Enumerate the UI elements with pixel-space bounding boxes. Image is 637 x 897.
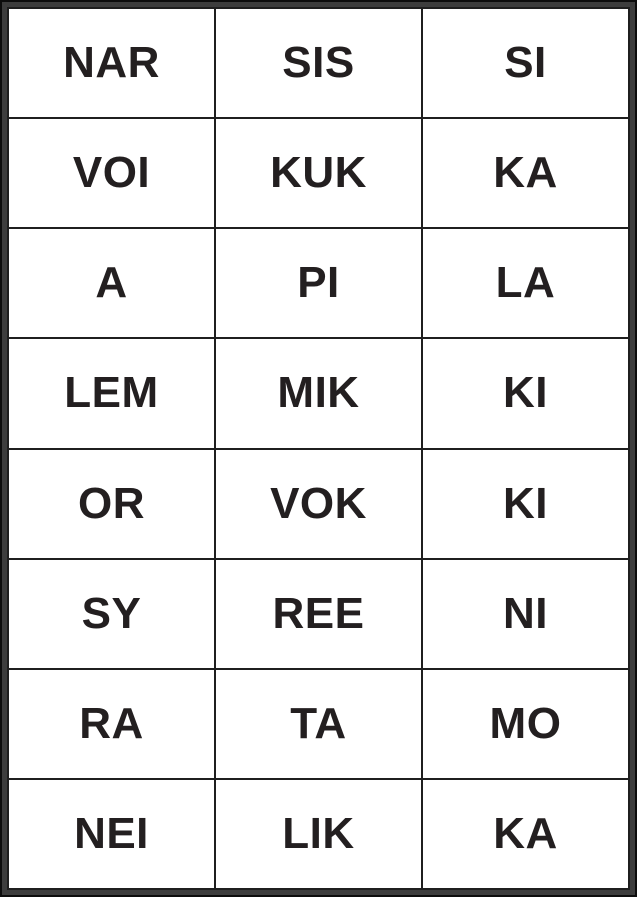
table-row	[8, 118, 629, 228]
word-cell: TA	[215, 669, 422, 779]
word-cell: SIS	[215, 8, 422, 118]
table-row	[8, 559, 629, 669]
word-cell: SY	[8, 559, 215, 669]
table-row	[8, 669, 629, 779]
word-cell: KA	[422, 779, 629, 889]
table-row	[8, 338, 629, 448]
word-cell: NEI	[8, 779, 215, 889]
word-cell: KUK	[215, 118, 422, 228]
word-cell: VOI	[8, 118, 215, 228]
word-cell: NI	[422, 559, 629, 669]
word-cell: REE	[215, 559, 422, 669]
word-cell: KA	[422, 118, 629, 228]
word-cell: LEM	[8, 338, 215, 448]
table-row	[8, 449, 629, 559]
word-cell: NAR	[8, 8, 215, 118]
syllable-table-body	[8, 8, 629, 889]
word-cell: VOK	[215, 449, 422, 559]
syllable-table	[7, 7, 630, 890]
word-cell: A	[8, 228, 215, 338]
word-cell: RA	[8, 669, 215, 779]
word-cell: KI	[422, 449, 629, 559]
word-cell: LIK	[215, 779, 422, 889]
table-row	[8, 779, 629, 889]
word-cell: PI	[215, 228, 422, 338]
word-cell: SI	[422, 8, 629, 118]
word-cell: KI	[422, 338, 629, 448]
table-row	[8, 8, 629, 118]
table-row	[8, 228, 629, 338]
word-cell: MO	[422, 669, 629, 779]
word-cell: LA	[422, 228, 629, 338]
word-cell: MIK	[215, 338, 422, 448]
page-frame	[2, 2, 635, 895]
word-cell: OR	[8, 449, 215, 559]
